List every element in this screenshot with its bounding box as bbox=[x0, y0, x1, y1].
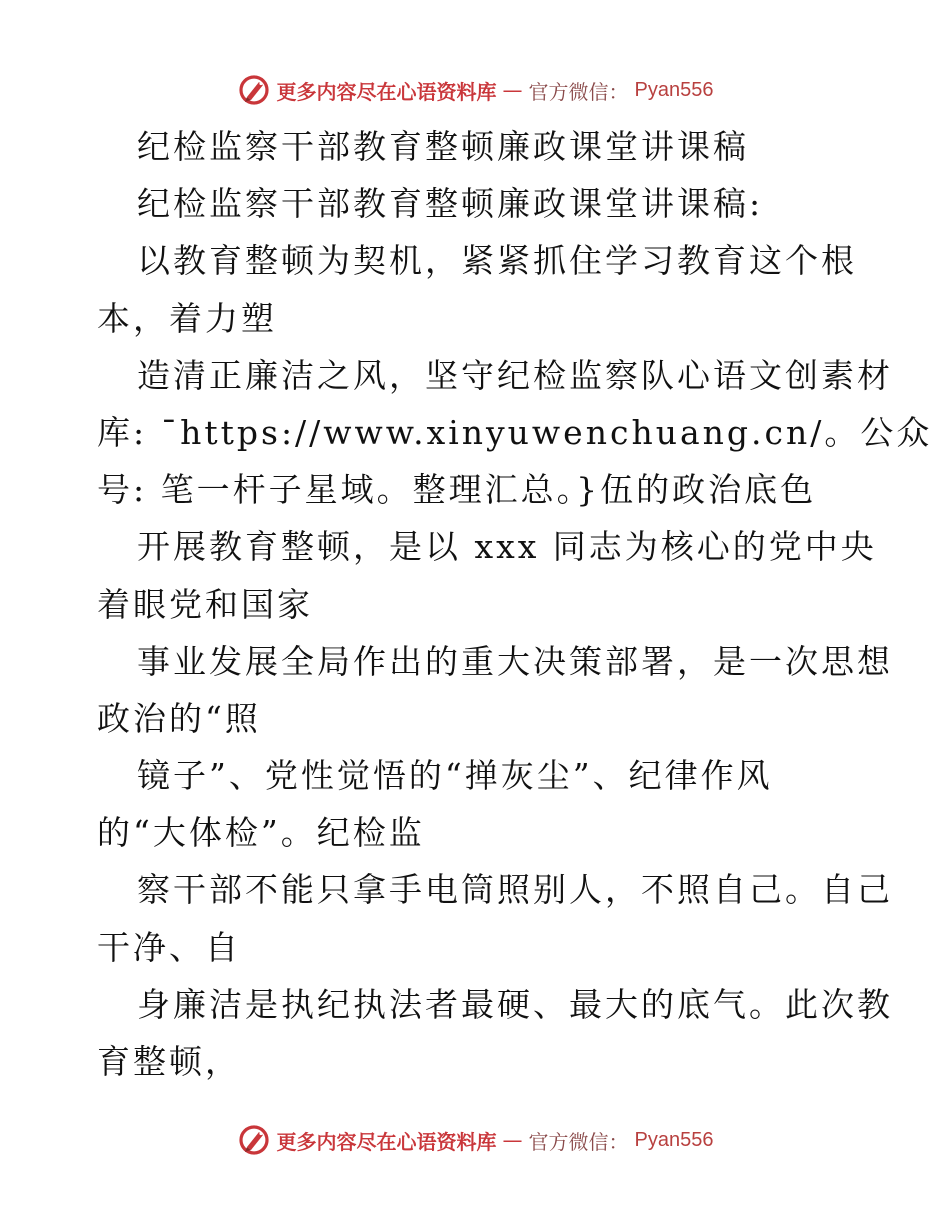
text-line: 育整顿， bbox=[97, 1042, 241, 1081]
header-wechat-id: Pyan556 bbox=[634, 78, 714, 101]
header-separator: — bbox=[502, 78, 523, 102]
pen-circle-logo-icon bbox=[237, 1123, 271, 1157]
text-line: 造清正廉洁之风，坚守纪检监察队心语文创素材 bbox=[137, 355, 893, 395]
text-line: 本，着力塑 bbox=[97, 298, 277, 338]
text-line: 政治的“照 bbox=[97, 698, 261, 738]
text-line: 号: 笔一杆子星域。整理汇总。}伍的政治底色 bbox=[97, 470, 817, 510]
footer-wechat-label: 官方微信： bbox=[528, 1129, 629, 1154]
text-line: 开展教育整顿，是以 xxx 同志为核心的党中央 bbox=[137, 527, 877, 567]
text-line: 库: ¯https://www.xinyuwenchuang.cn/。公众 bbox=[97, 412, 933, 452]
footer-banner bbox=[0, 1120, 950, 1160]
footer-wechat-id: Pyan556 bbox=[634, 1128, 714, 1151]
footer-brand-text: 更多内容尽在心语资料库 bbox=[276, 1129, 497, 1154]
document-body bbox=[97, 118, 933, 1090]
text-line: 事业发展全局作出的重大决策部署，是一次思想 bbox=[137, 641, 893, 681]
text-line: 着眼党和国家 bbox=[97, 584, 313, 624]
text-line: 身廉洁是执纪执法者最硬、最大的底气。此次教 bbox=[137, 984, 893, 1024]
text-line: 镜子”、党性觉悟的“掸灰尘”、纪律作风 bbox=[137, 756, 773, 796]
header-banner bbox=[0, 70, 950, 110]
header-brand-text: 更多内容尽在心语资料库 bbox=[276, 79, 497, 104]
text-line: 的“大体检”。纪检监 bbox=[97, 813, 425, 853]
text-line: 纪检监察干部教育整顿廉政课堂讲课稿: bbox=[137, 184, 764, 224]
header-wechat-label: 官方微信： bbox=[528, 79, 629, 104]
text-line: 察干部不能只拿手电筒照别人，不照自己。自己 bbox=[137, 870, 893, 910]
footer-separator: — bbox=[502, 1128, 523, 1152]
header-banner-inner bbox=[237, 73, 714, 107]
text-line: 纪检监察干部教育整顿廉政课堂讲课稿 bbox=[137, 127, 749, 166]
text-line: 干净、自 bbox=[97, 927, 241, 967]
footer-banner-inner bbox=[237, 1123, 714, 1157]
pen-circle-logo-icon bbox=[237, 73, 271, 107]
text-line: 以教育整顿为契机，紧紧抓住学习教育这个根 bbox=[137, 241, 857, 281]
